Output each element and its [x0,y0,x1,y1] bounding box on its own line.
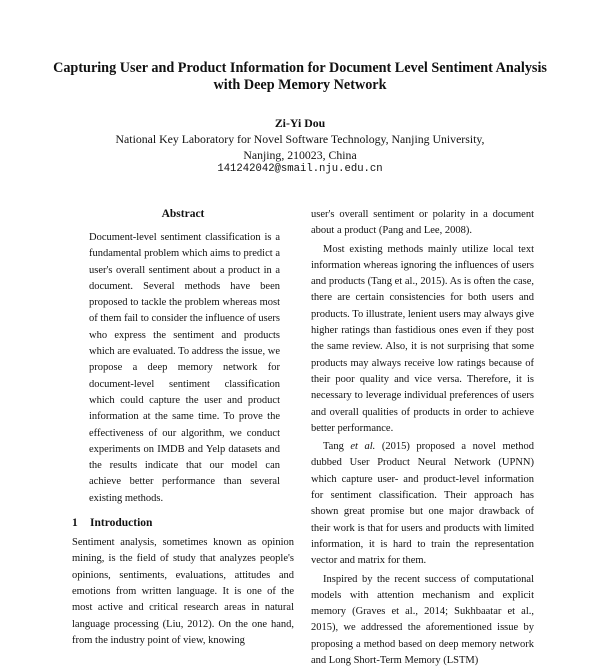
section-number: 1 [72,517,78,530]
author-affiliation [40,131,560,163]
section-title: Introduction [90,517,153,530]
intro-paragraph-4: Inspired by the recent success of computational models with attention mechanism and explicit memory (Graves et al., 2014; Sukhbaatar et al., 2015), we addressed the aforementioned issue by proposing a method based on deep memory network and Long Short-Term Memory (LSTM) [311,573,534,667]
intro-paragraph-3 [311,439,534,569]
affiliation-line-1: National Key Laboratory for Novel Software Technology, Nanjing University, [115,132,485,146]
author-email: 141242042@smail.nju.edu.cn [217,163,383,175]
paper-title: Capturing User and Product Information for Document Level Sentiment Analysis with Deep Memory Network [53,60,547,93]
intro-paragraph-1: Sentiment analysis, sometimes known as opinion mining, is the field of study that analyzes people's opinions, sentiments, evaluations, attitudes and emotions from written language. It is one of the most active and critical research areas in natural language processing (Liu, 2012). On the one hand, from the industry point of view, knowing [72,537,294,646]
author-name: Zi-Yi Dou [274,116,326,130]
intro-paragraph-1-continued: user's overall sentiment or polarity in a document about a product (Pang and Lee, 2008). [311,209,534,237]
intro-paragraph-3-text: (2015) proposed a novel method dubbed User Product Neural Network (UPNN) which capture user- and product-level information for sentiment classification. Their approach has shown great promise but one major drawback of their work is that for users and products with limited information, it is hard to train the representation vector and matrix for them. [311,441,534,567]
intro-paragraph-2: Most existing methods mainly utilize local text information whereas ignoring the influences of users and products (Tang et al., 2015). As is often the case, there are certain consistencies for both users and products. To illustrate, lenient users may always give higher ratings than fastidious ones even if they post the same review. Also, it is not surprising that some products may always receive low ratings because of their poor quality and vice versa. Therefore, it is necessary to leverage individual preferences of users and overall qualities of products in order to achieve better performance. [311,243,534,434]
affiliation-line-2: Nanjing, 210023, China [243,148,357,162]
left-column [72,208,294,649]
section-heading-introduction [72,517,294,529]
citation-author: Tang [323,441,344,453]
abstract-heading: Abstract [161,208,205,220]
abstract-text: Document-level sentiment classification is a fundamental problem which aims to predict a user's overall sentiment about a product in a document. Several methods have been proposed to tackle the problem whereas most of them fail to consider the influence of users who express the sentiment and products which are evaluated. To address the issue, we propose a deep memory network for document-level sentiment classification which could capture the user and product information at the same time. To prove the effectiveness of our algorithm, we conduct experiments on IMDB and Yelp datasets and the results indicate that our model can achieve better performance than several existing methods. [89,232,280,504]
citation-etal: et al. [350,441,376,453]
